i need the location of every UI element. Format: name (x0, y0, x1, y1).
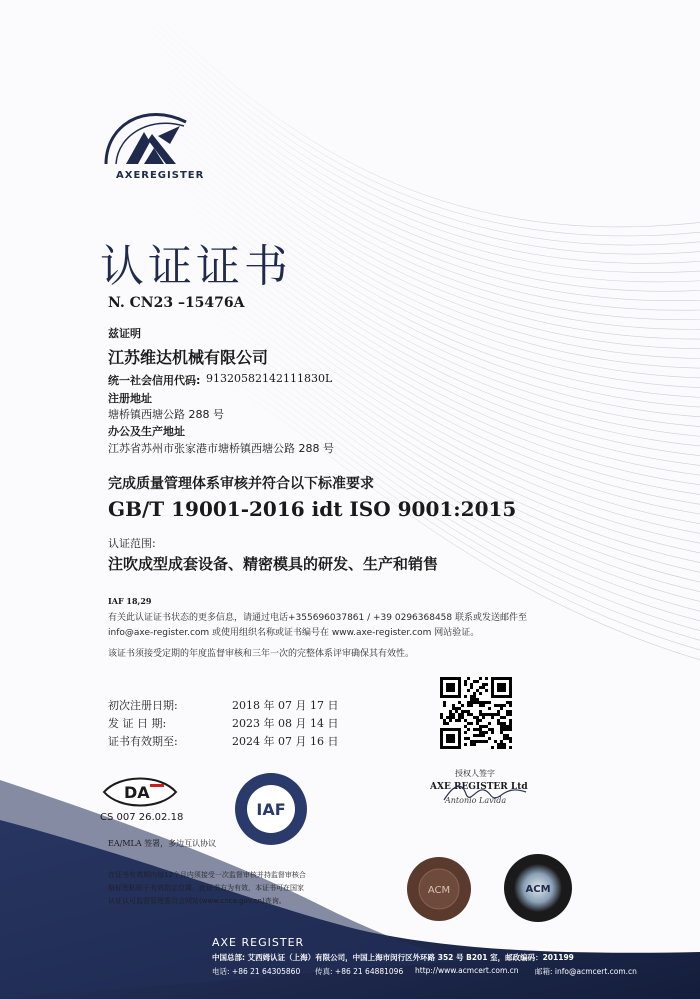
da-logo-icon (100, 772, 180, 812)
da-code: CS 007 26.02.18 (100, 812, 184, 823)
footer-email[interactable]: 邮箱: info@acmcert.com.cn (535, 967, 637, 976)
date-label-initial: 初次注册日期: (108, 699, 178, 712)
svg-text:DA: DA (124, 783, 150, 802)
footer-address: 中国总部: 艾西姆认证（上海）有限公司，中国上海市闵行区外环路 352 号 B201 室，邮政编码：201199 (212, 953, 574, 962)
credit-code-label: 统一社会信用代码: (108, 374, 201, 387)
date-label-expiry: 证书有效期至: (108, 735, 178, 748)
notice-line-3: 认证认可监督管理委员会网站(www.cnca.gov.cn)查询。 (108, 897, 286, 905)
info-line-2: info@axe-register.com 或使用组织名称或证书编号在 www.axe-register.com 网站验证。 (108, 628, 480, 638)
office-address: 江苏省苏州市张家港市塘桥镇西塘公路 288 号 (108, 442, 334, 455)
brand-logo (96, 104, 206, 194)
certificate-number: N. CN23 –15476A (108, 295, 245, 311)
qr-code[interactable] (440, 677, 512, 749)
iaf-code: IAF 18,29 (108, 596, 152, 606)
date-value-issue: 2023 年 08 月 14 日 (232, 717, 339, 730)
brand-name: AXEREGISTER (116, 170, 205, 181)
footer-fax: 传真: +86 21 64881096 (315, 967, 404, 976)
handwritten-signature (440, 778, 530, 808)
footer-website[interactable]: http://www.acmcert.com.cn (415, 966, 519, 975)
reg-address-label: 注册地址 (108, 392, 152, 405)
svg-text:IAF: IAF (256, 800, 286, 819)
da-accreditation-logo (100, 772, 180, 812)
acm-hologram-seal-icon (502, 852, 574, 924)
iaf-logo-icon (232, 770, 310, 848)
signer-name: Antonio Lavida (445, 796, 507, 805)
date-value-initial: 2018 年 07 月 17 日 (232, 699, 339, 712)
footer-title: AXE REGISTER (212, 936, 305, 949)
eamla-text: EA/MLA 签署，多边互认协议 (108, 839, 217, 848)
info-line-1: 有关此认证证书状态的更多信息，请通过电话+355696037861 / +39 0296368458 联系或发送邮件至 (108, 613, 527, 623)
standard: GB/T 19001-2016 idt ISO 9001:2015 (108, 497, 517, 521)
office-address-label: 办公及生产地址 (108, 425, 185, 438)
requirement-text: 完成质量管理体系审核并符合以下标准要求 (108, 476, 374, 492)
svg-text:ACM: ACM (427, 885, 451, 896)
acm-seal-right (502, 852, 574, 924)
footer-phone: 电话: +86 21 64305860 (212, 967, 301, 976)
company-name: 江苏维达机械有限公司 (108, 348, 269, 367)
svg-text:ACM: ACM (525, 884, 551, 895)
credit-code: 91320582142111830L (206, 372, 333, 385)
scope: 注吹成型成套设备、精密模具的研发、生产和销售 (108, 555, 439, 573)
iaf-accreditation-logo (232, 770, 310, 848)
qr-code-icon (440, 677, 512, 749)
notice-line-2: 格标签粘贴于有效指定位置，此证书方为有效，本证书可在国家 (108, 884, 304, 892)
reg-address: 塘桥镇西塘公路 288 号 (108, 408, 224, 421)
notice-line-1: 在证书有效期内每12个月内须接受一次监督审核并持监督审核合 (108, 871, 306, 879)
scope-label: 认证范围: (108, 537, 156, 550)
acm-seal-icon (405, 855, 473, 923)
date-label-issue: 发 证 日 期: (108, 717, 167, 730)
acm-seal-left (405, 855, 473, 923)
info-line-3: 该证书须接受定期的年度监督审核和三年一次的完整体系评审确保其有效性。 (108, 649, 415, 659)
authorized-signature-label: 授权人签字 (455, 769, 495, 778)
certificate-title: 认证证书 (100, 241, 292, 292)
date-value-expiry: 2024 年 07 月 16 日 (232, 735, 339, 748)
certify-label: 兹证明 (108, 327, 141, 340)
signature-org: AXE REGISTER Ltd (430, 782, 528, 792)
